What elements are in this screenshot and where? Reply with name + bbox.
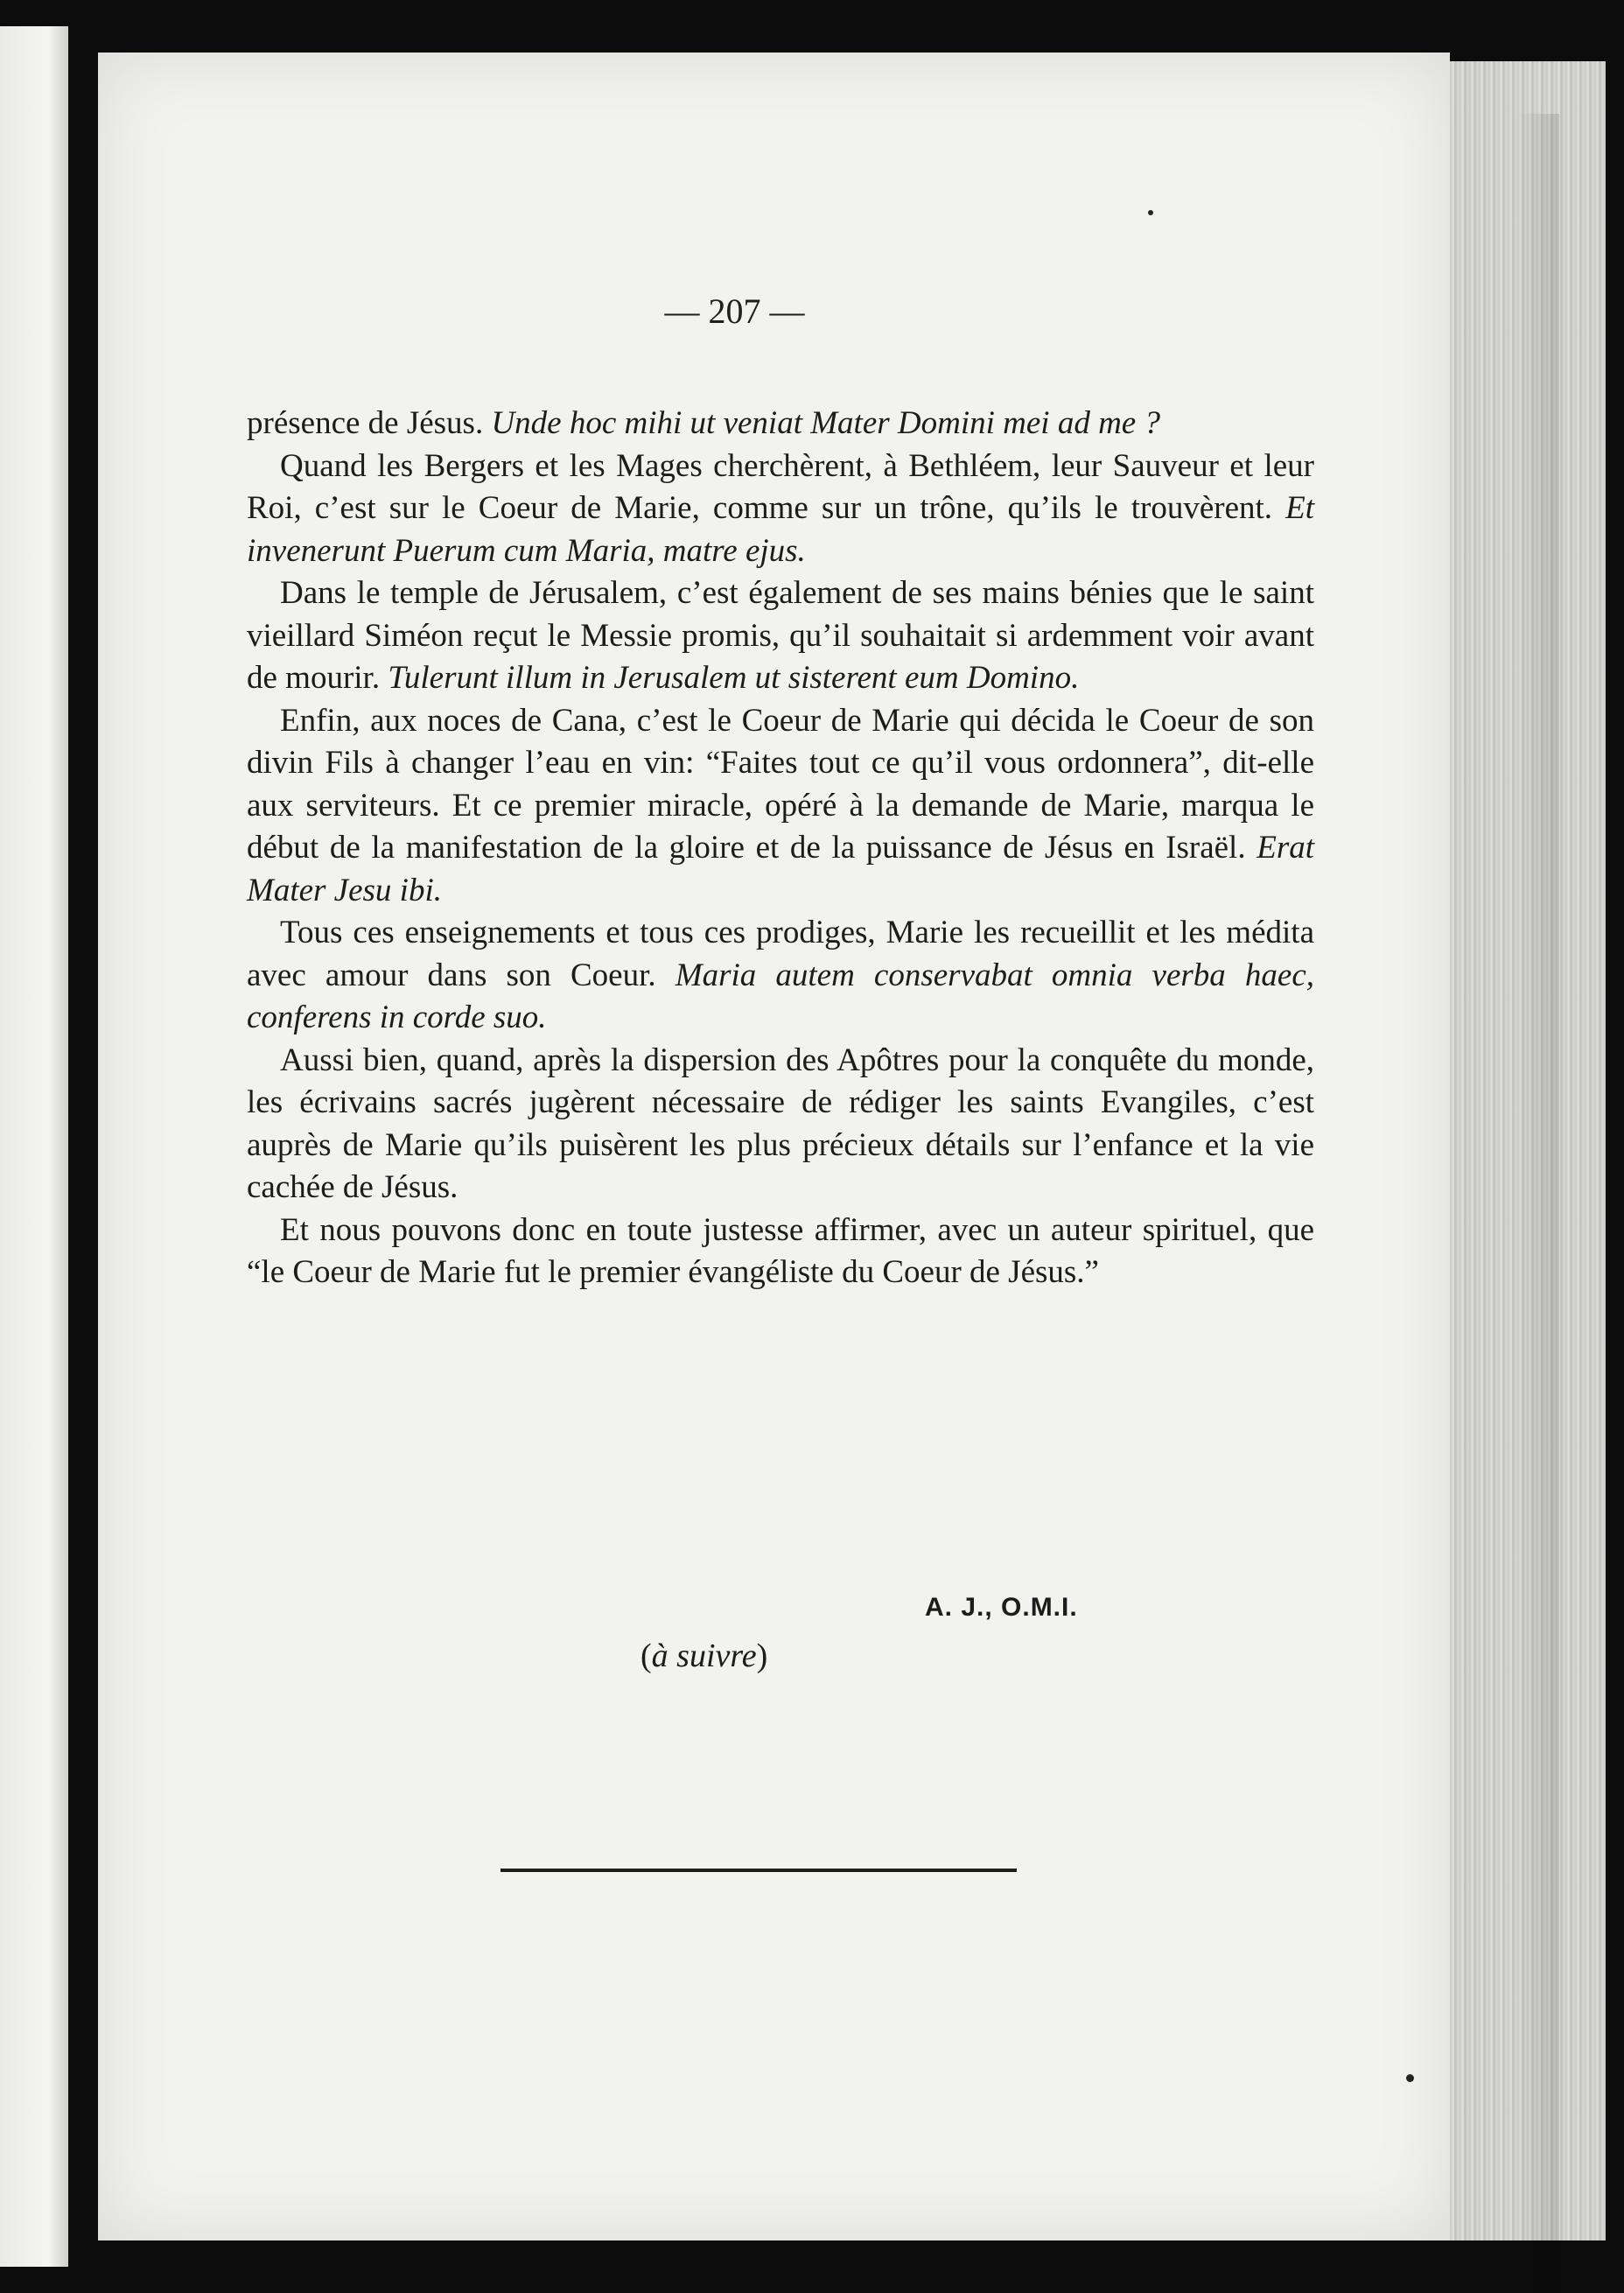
book-page [98, 53, 1450, 2240]
paragraph-text: Quand les Bergers et les Mages cherchèrent, à Bethléem, leur Sauveur et leur Roi, c’est sur le Coeur de Marie, comme sur un trône, qu’ils le trouvèrent. [247, 447, 1314, 526]
paragraph [247, 1210, 1314, 1294]
dust-speck [1406, 2074, 1414, 2082]
latin-quotation: Erat Mater Jesu ibi. [247, 830, 1314, 908]
paragraph [247, 912, 1314, 1040]
paragraph [247, 700, 1314, 913]
previous-page-edge [0, 26, 68, 2267]
continued-open-paren: ( [640, 1637, 652, 1674]
paragraph-text: Enfin, aux noces de Cana, c’est le Coeur de Marie qui décida le Coeur de son divin Fils à changer l’eau en vin: “Faites tout ce qu’il vous ordonnera”, dit-elle aux serviteurs. Et ce premier miracle, opéré à la demande de Marie, marqua le début de la manifestation de la gloire et de la puissance de Jésus en Israël. [247, 702, 1314, 866]
paragraph-text: Tous ces enseignements et tous ces prodiges, Marie les recueillit et les médita avec amour dans son Coeur. [247, 915, 1314, 993]
latin-quotation: Tulerunt illum in Jerusalem ut sisterent eum Domino. [388, 660, 1080, 696]
paragraph-text: Dans le temple de Jérusalem, c’est également de ses mains bénies que le saint vieillard Siméon reçut le Messie promis, qu’il souhaitait si ardemment voir avant de mourir. [247, 575, 1314, 696]
paragraph [247, 403, 1314, 445]
latin-quotation: Unde hoc mihi ut veniat Mater Domini mei ad me ? [491, 405, 1160, 441]
page-gutter-shadow [1516, 114, 1559, 2293]
paragraph-text: Et nous pouvons donc en toute justesse affirmer, avec un auteur spirituel, que “le Coeur de Marie fut le premier évangéliste du Coeur de Jésus.” [247, 1211, 1314, 1290]
dust-speck [1148, 210, 1153, 215]
paragraph [247, 1040, 1314, 1210]
end-rule [500, 1869, 1017, 1872]
continued-note [640, 1637, 767, 1675]
paragraph [247, 445, 1314, 573]
paragraph [247, 572, 1314, 700]
latin-quotation: Et invenerunt Puerum cum Maria, matre ejus. [247, 490, 1314, 569]
paragraph-text: Aussi bien, quand, après la dispersion des Apôtres pour la conquête du monde, les écrivains sacrés jugèrent nécessaire de rédiger les saints Evangiles, c’est auprès de Marie qu’ils puisèrent les plus précieux détails sur l’enfance et la vie cachée de Jésus. [247, 1041, 1314, 1205]
body-text [247, 403, 1314, 1294]
latin-quotation: Maria autem conservabat omnia verba haec, conferens in corde suo. [247, 957, 1314, 1035]
paragraph-text: présence de Jésus. [247, 405, 492, 441]
page-number: — 207 — [664, 291, 805, 331]
continued-close-paren: ) [756, 1637, 768, 1674]
continued-label: à suivre [651, 1637, 757, 1674]
author-signature: A. J., O.M.I. [925, 1593, 1078, 1622]
